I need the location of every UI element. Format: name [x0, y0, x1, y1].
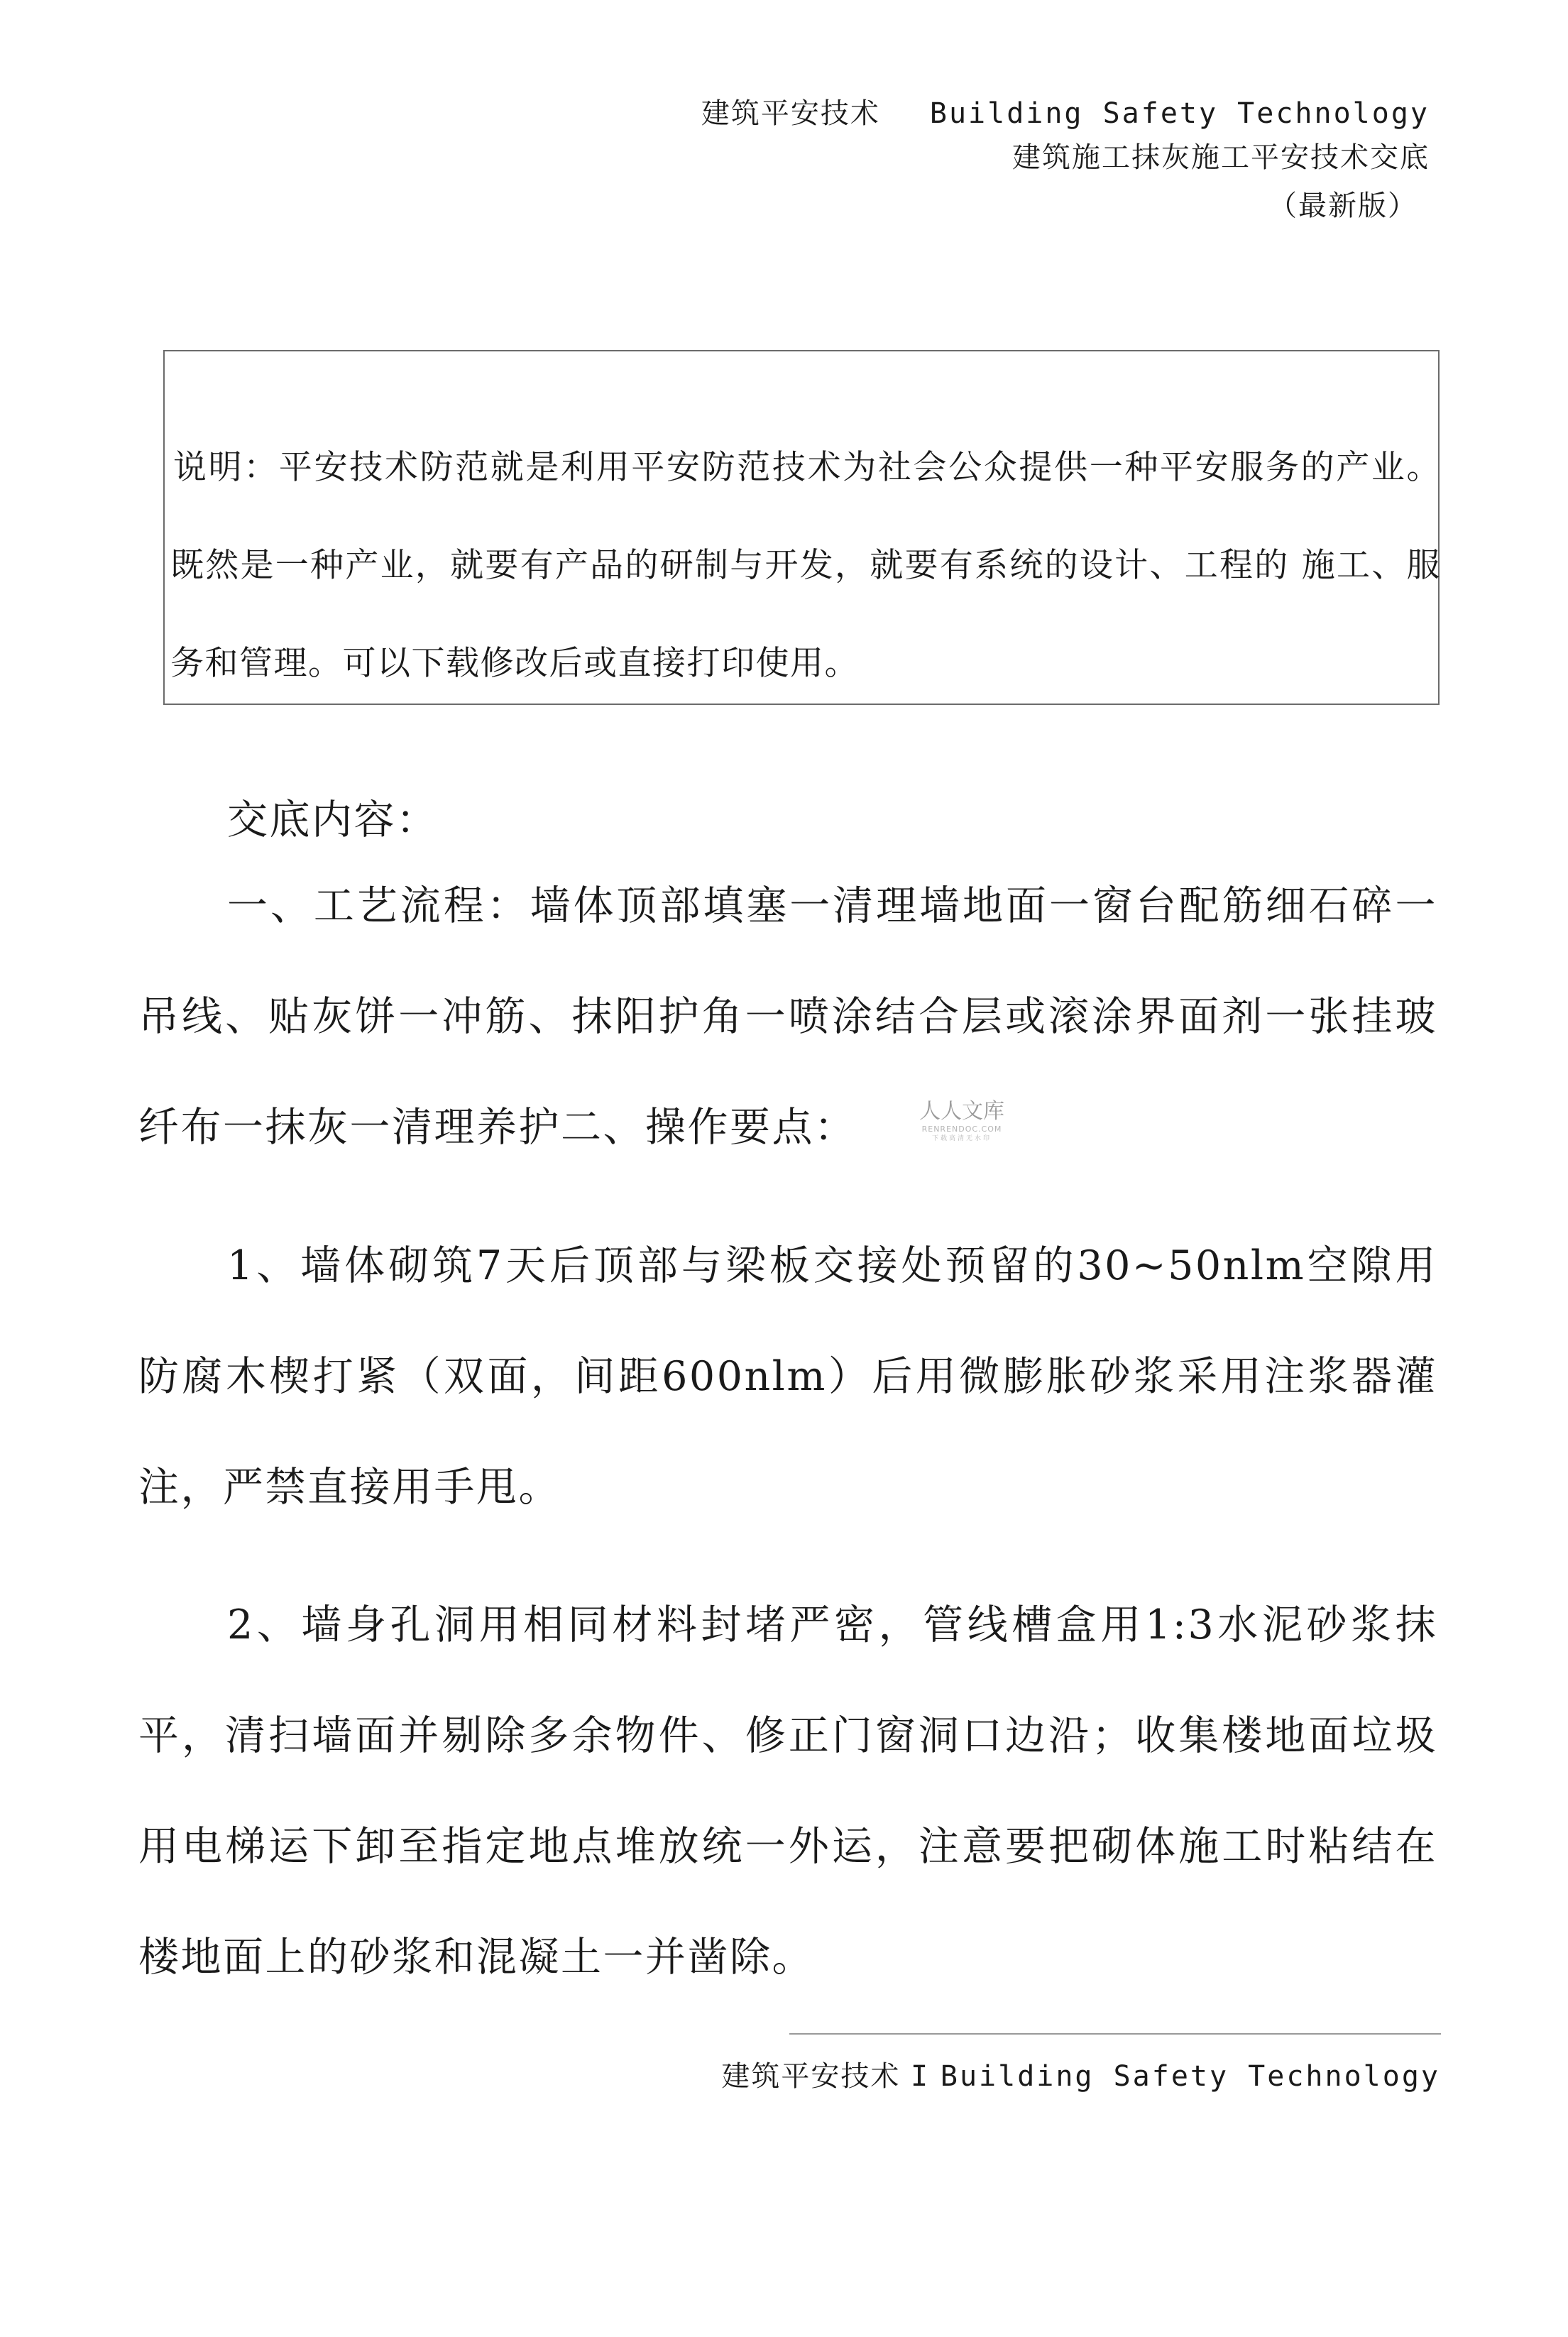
footer-separator: I — [911, 2060, 931, 2093]
footer — [721, 2054, 1440, 2094]
watermark-main: 人人文库 — [919, 1099, 1004, 1124]
watermark-url: RENRENDOC.COM — [921, 1124, 1002, 1134]
paragraph-step-1 — [138, 1210, 1437, 1543]
note-text: 说明：平安技术防范就是利用平安防范技术为社会公众提供一种平安服务的产业。既然是一种产业，就要有产品的研制与开发，就要有系统的设计、工程的 施工、服务和管理。可以下载修改后或直接打印使用。 — [170, 448, 1441, 683]
paragraph-text: 一、工艺流程：墙体顶部填塞一清理墙地面一窗台配筋细石碎一吊线、贴灰饼一冲筋、抹阳护角一喷涂结合层或滚涂界面剂一张挂玻纤布一抹灰一清理养护二、操作要点： — [138, 882, 1437, 1151]
header-brand-cn: 建筑平安技术 — [701, 97, 880, 130]
header-brand-line — [701, 91, 1430, 131]
footer-brand-cn: 建筑平安技术 — [721, 2060, 901, 2093]
paragraph-step-2 — [138, 1570, 1437, 2013]
watermark-logo — [916, 1099, 1008, 1143]
paragraph-process-flow — [138, 850, 1437, 1183]
header-brand-en: Building Safety Technology — [929, 97, 1430, 130]
watermark-sub: 下载高清无水印 — [931, 1135, 992, 1142]
document-title: 建筑施工抹灰施工平安技术交底 — [1012, 141, 1430, 174]
paragraph-text: 1、墙体砌筑7天后顶部与梁板交接处预留的30~50nlm空隙用防腐木楔打紧（双面，间距600nlm）后用微膨胀砂浆采用注浆器灌注，严禁直接用手甩。 — [138, 1242, 1437, 1511]
footer-divider — [789, 2033, 1441, 2035]
paragraph-text: 2、墙身孔洞用相同材料封堵严密，管线槽盒用1:3水泥砂浆抹平，清扫墙面并剔除多余物件、修正门窗洞口边沿；收集楼地面垃圾用电梯运下卸至指定地点堆放统一外运，注意要把砌体施工时粘结在楼地面上的砂浆和混凝土一并凿除。 — [138, 1602, 1437, 1981]
footer-brand-en: Building Safety Technology — [940, 2060, 1440, 2093]
section-heading-text: 交底内容： — [227, 797, 439, 843]
edition-label: （最新版） — [1268, 190, 1418, 222]
